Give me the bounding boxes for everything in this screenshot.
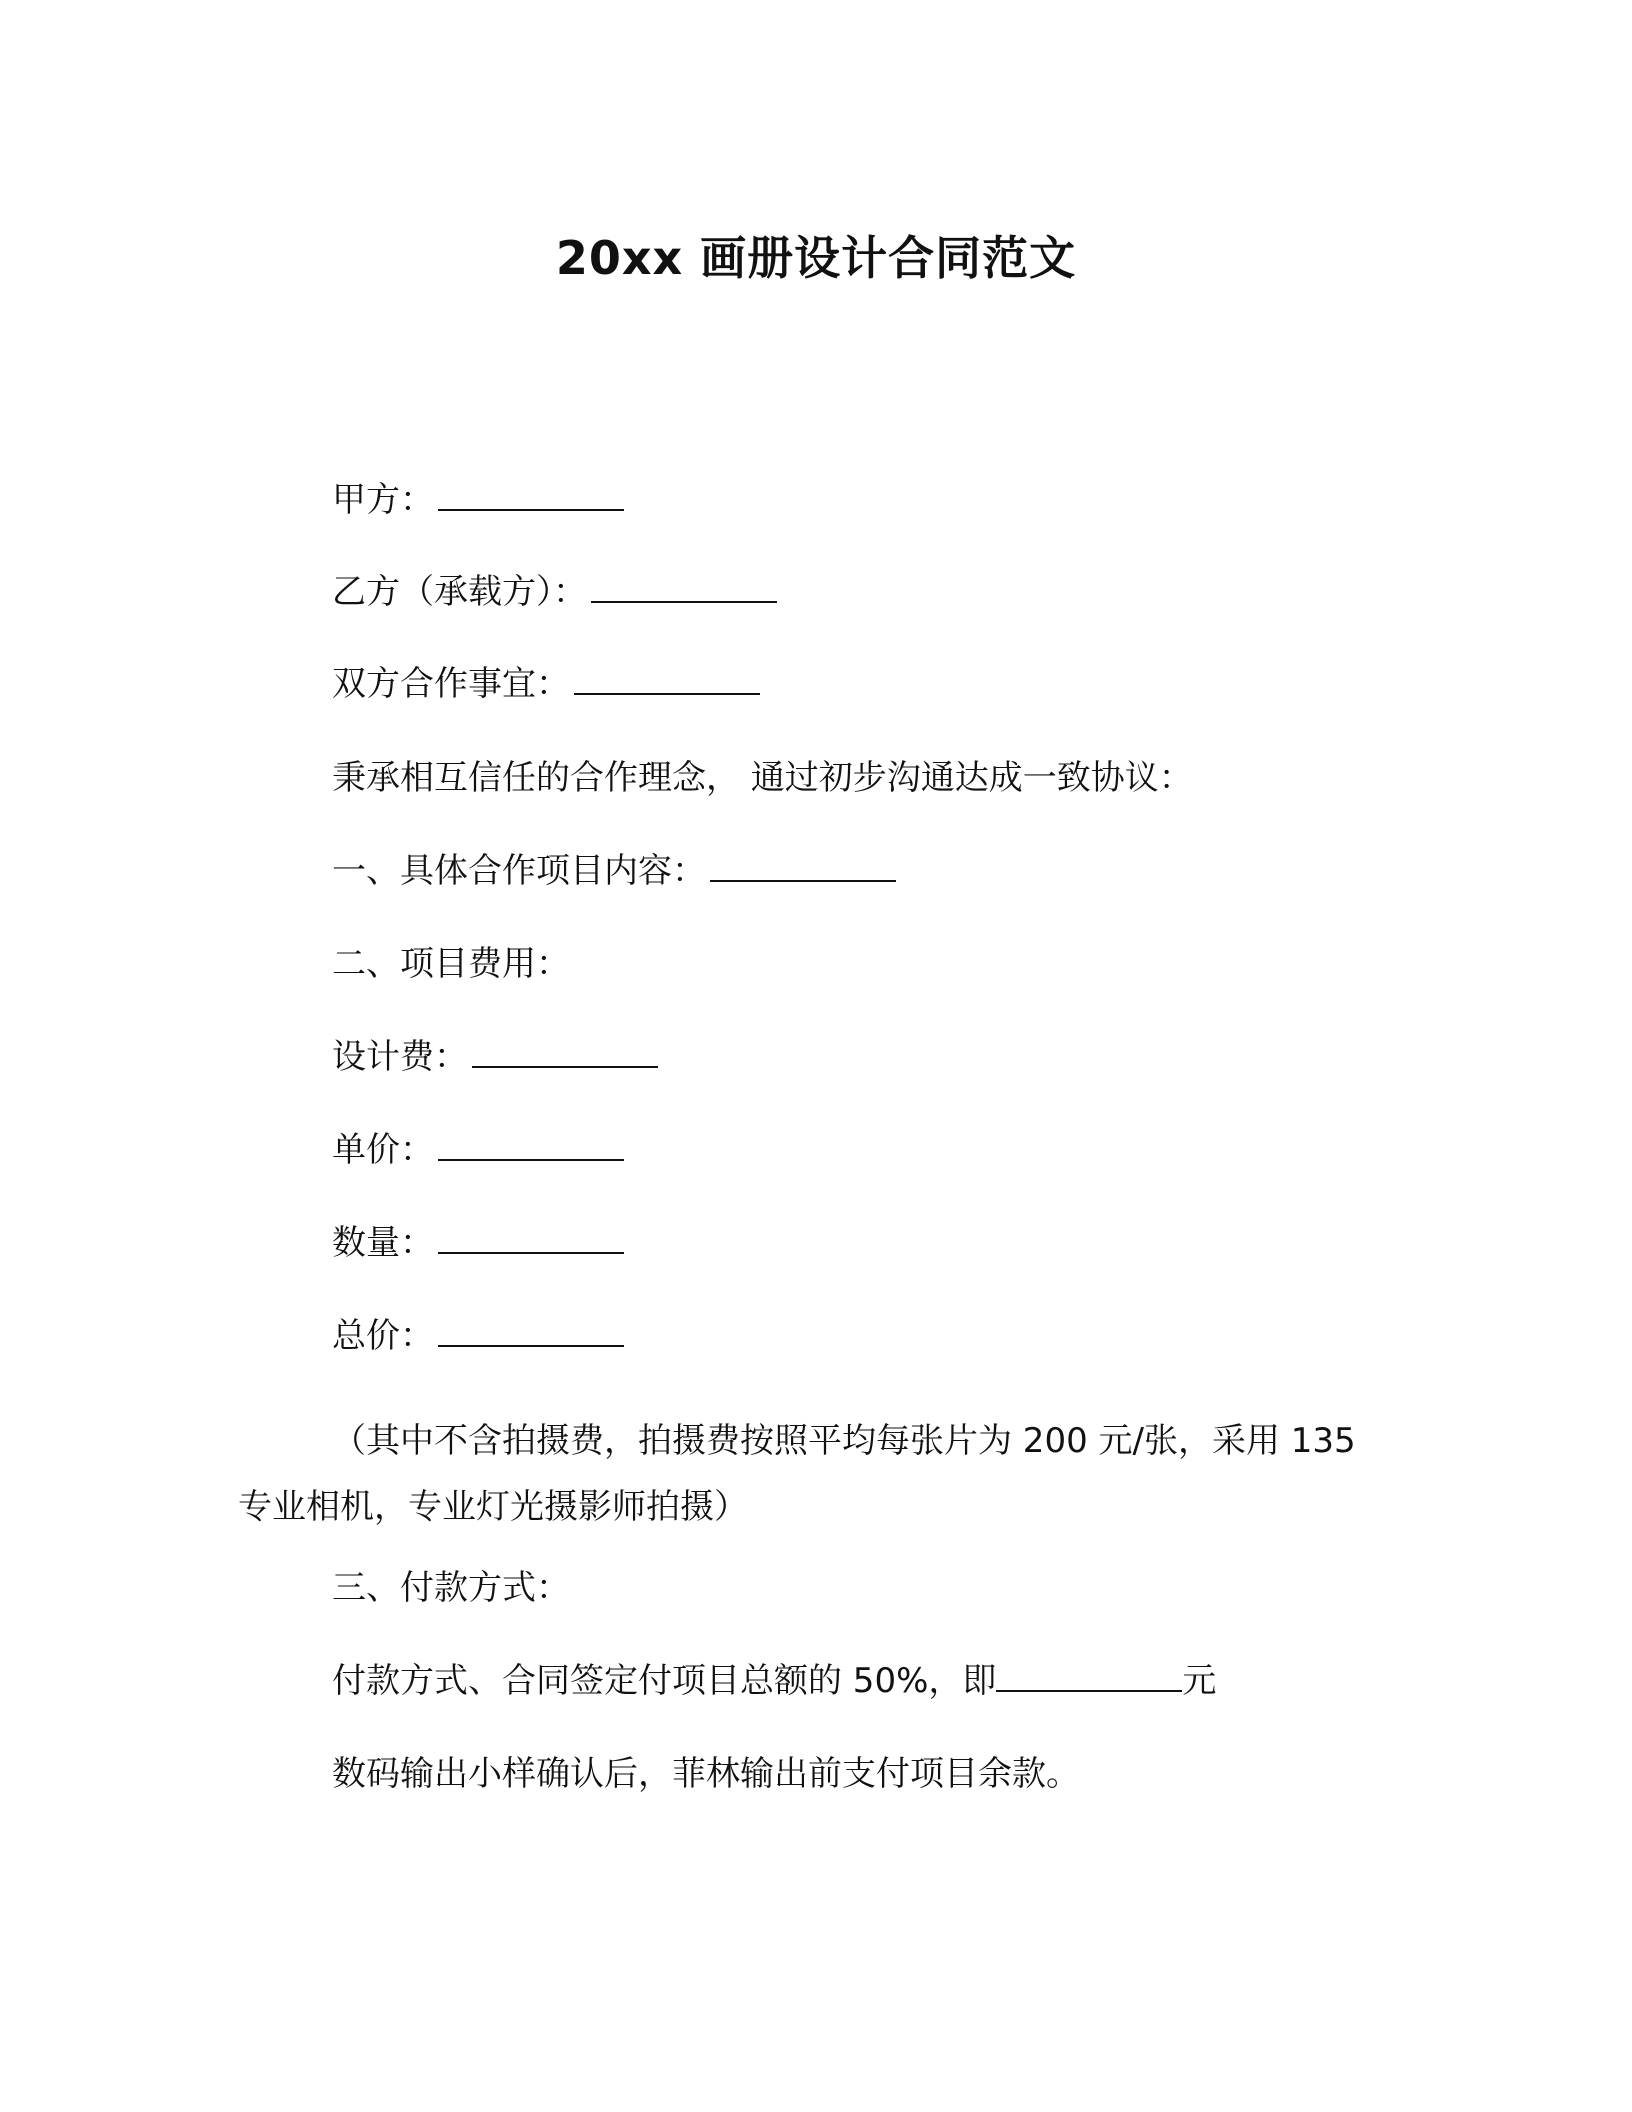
quantity-label: 数量： [332,1223,434,1263]
unit-price-line [332,1128,624,1172]
quantity-blank [438,1222,624,1254]
cooperation-line [332,662,760,706]
design-fee-blank [472,1036,658,1068]
section1-blank [710,850,896,882]
payment-unit: 元 [1182,1661,1217,1701]
section2-line [332,942,570,986]
design-fee-line [332,1035,658,1079]
design-fee-label: 设计费： [332,1037,468,1077]
document-title: 20xx 画册设计合同范文 [555,231,1077,285]
party-b-line [332,570,777,614]
cooperation-label: 双方合作事宜： [332,664,570,704]
section1-heading: 一、具体合作项目内容： [332,851,706,891]
quantity-line [332,1221,624,1265]
balance-line [332,1752,1080,1796]
total-price-line [332,1314,624,1358]
section1-line [332,849,896,893]
party-b-blank [591,571,777,603]
total-price-label: 总价： [332,1316,434,1356]
balance-text: 数码输出小样确认后，菲林输出前支付项目余款。 [332,1754,1080,1794]
preamble-line [332,756,1193,800]
section3-line [332,1566,570,1610]
section3-heading: 三、付款方式： [332,1568,570,1608]
party-a-blank [438,479,624,511]
payment-text: 付款方式、合同签定付项目总额的 50%，即 [332,1661,997,1701]
section2-heading: 二、项目费用： [332,944,570,984]
preamble-text: 秉承相互信任的合作理念， 通过初步沟通达成一致协议： [332,758,1193,798]
payment-line [332,1659,1216,1703]
total-price-blank [438,1315,624,1347]
photography-note: （其中不含拍摄费，拍摄费按照平均每张片为 200 元/张，采用 135 专业相机，专业灯光摄影师拍摄） [238,1421,1356,1527]
unit-price-blank [438,1129,624,1161]
payment-amount-blank [996,1660,1182,1692]
unit-price-label: 单价： [332,1130,434,1170]
party-a-label: 甲方： [332,480,434,520]
party-b-label: 乙方（承载方）： [332,572,587,612]
party-a-line [332,478,624,522]
cooperation-blank [574,663,760,695]
